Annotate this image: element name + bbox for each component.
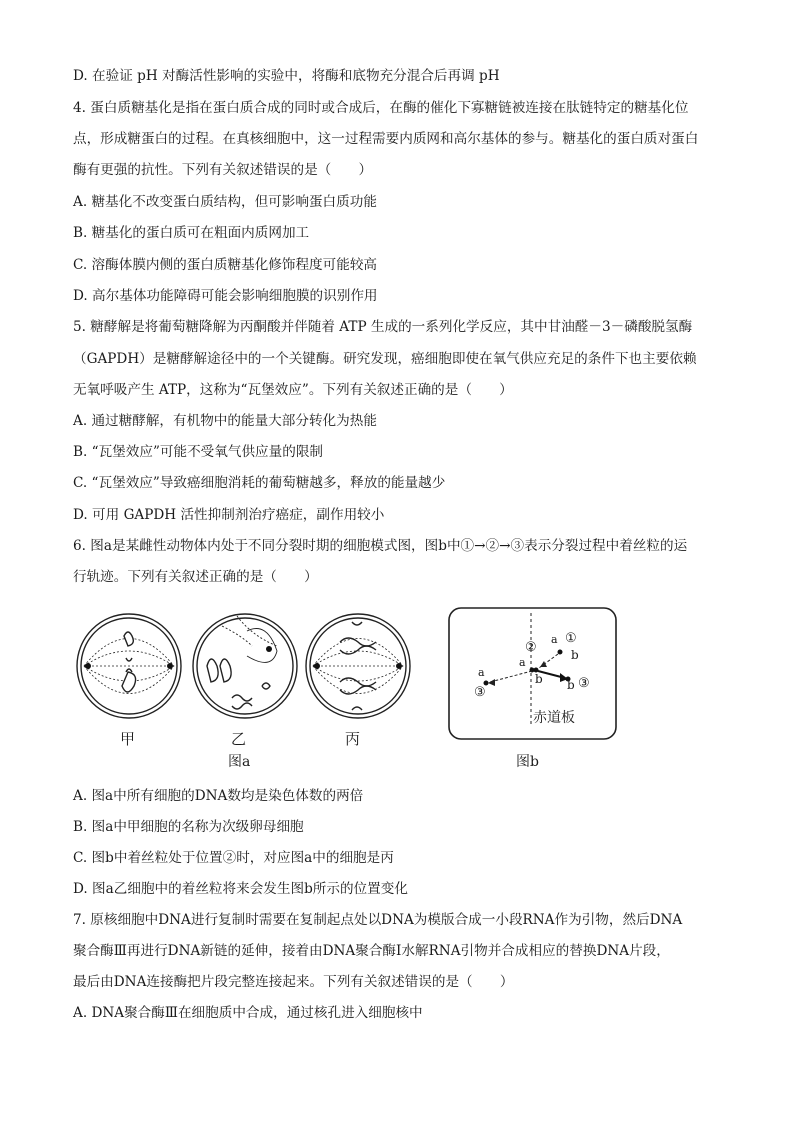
q4-option-a: A. 糖基化不改变蛋白质结构，但可影响蛋白质功能 (73, 194, 377, 210)
q6-option-b: B. 图a中甲细胞的名称为次级卵母细胞 (73, 819, 304, 835)
cell-bing (306, 614, 410, 718)
q4-option-d: D. 高尔基体功能障碍可能会影响细胞膜的识别作用 (73, 288, 378, 304)
q4-stem-line1: 4. 蛋白质糖基化是指在蛋白质合成的同时或合成后，在酶的催化下寡糖链被连接在肽链特定的糖基化位 (73, 100, 689, 116)
q6-stem-line1: 6. 图a是某雌性动物体内处于不同分裂时期的细胞模式图，图b中①→②→③表示分裂过程中着丝粒的运 (73, 538, 688, 554)
fig-b-position-3-right: ③ (578, 676, 590, 691)
fig-b-b-top: b (571, 648, 579, 662)
q7-option-a: A. DNA聚合酶Ⅲ在细胞质中合成，通过核孔进入细胞核中 (73, 1005, 423, 1021)
fig-b-position-3-left: ③ (474, 685, 486, 700)
q7-stem-line1: 7. 原核细胞中DNA进行复制时需要在复制起点处以DNA为模版合成一小段RNA作为引物，然后DNA (73, 912, 683, 928)
q5-option-d: D. 可用 GAPDH 活性抑制剂治疗癌症，副作用较小 (73, 507, 385, 523)
q4-option-b: B. 糖基化的蛋白质可在粗面内质网加工 (73, 225, 310, 241)
q6-stem-line2: 行轨迹。下列有关叙述正确的是（ ） (73, 569, 318, 585)
label-jia: 甲 (120, 730, 136, 748)
fig-b-b-mid: b (535, 672, 543, 686)
label-yi: 乙 (231, 730, 247, 748)
fig-b-a-mid: a (519, 656, 526, 669)
q5-stem-line3: 无氧呼吸产生 ATP，这称为“瓦堡效应”。下列有关叙述正确的是（ ） (73, 382, 513, 398)
q7-stem-line2: 聚合酶Ⅲ再进行DNA新链的延伸，接着由DNA聚合酶Ⅰ水解RNA引物并合成相应的替换DNA片段， (73, 943, 670, 959)
q5-option-a: A. 通过糖酵解，有机物中的能量大部分转化为热能 (73, 413, 377, 429)
q7-stem-line3: 最后由DNA连接酶把片段完整连接起来。下列有关叙述错误的是（ ） (73, 974, 514, 990)
q6-option-a: A. 图a中所有细胞的DNA数均是染色体数的两倍 (73, 788, 364, 804)
fig-b-b-right: b (567, 678, 575, 692)
q6-option-d: D. 图a乙细胞中的着丝粒将来会发生图b所示的位置变化 (73, 881, 408, 897)
cell-yi (193, 614, 297, 718)
q5-stem-line1: 5. 糖酵解是将葡萄糖降解为丙酮酸并伴随着 ATP 生成的一系列化学反应，其中甘油醛－3－磷酸脱氢酶 (73, 319, 693, 335)
q4-stem-line3: 酶有更强的抗性。下列有关叙述错误的是（ ） (73, 162, 373, 178)
fig-b-equatorial-plate: 赤道板 (533, 710, 575, 726)
option-d-q3: D. 在验证 pH 对酶活性影响的实验中，将酶和底物充分混合后再调 pH (73, 68, 500, 84)
fig-b-position-2: ② (525, 640, 537, 655)
figure-a (72, 606, 432, 776)
q6-option-c: C. 图b中着丝粒处于位置②时，对应图a中的细胞是丙 (73, 850, 394, 866)
q5-option-b: B. “瓦堡效应”可能不受氧气供应量的限制 (73, 444, 324, 460)
q4-stem-line2: 点，形成糖蛋白的过程。在真核细胞中，这一过程需要内质网和高尔基体的参与。糖基化的蛋白质对蛋白 (73, 131, 699, 147)
caption-figure-a: 图a (228, 754, 251, 770)
q5-stem-line2: （GAPDH）是糖酵解途径中的一个关键酶。研究发现，癌细胞即使在氧气供应充足的条件下也主要依赖 (73, 351, 697, 367)
fig-b-position-1: ① (565, 631, 577, 646)
cell-jia (77, 614, 181, 718)
q4-option-c: C. 溶酶体膜内侧的蛋白质糖基化修饰程度可能较高 (73, 257, 378, 273)
q5-option-c: C. “瓦堡效应”导致癌细胞消耗的葡萄糖越多，释放的能量越少 (73, 475, 446, 491)
fig-b-a-top: a (551, 633, 558, 646)
caption-figure-b: 图b (516, 754, 539, 770)
label-bing: 丙 (345, 730, 361, 748)
fig-b-a-left: a (478, 666, 485, 679)
